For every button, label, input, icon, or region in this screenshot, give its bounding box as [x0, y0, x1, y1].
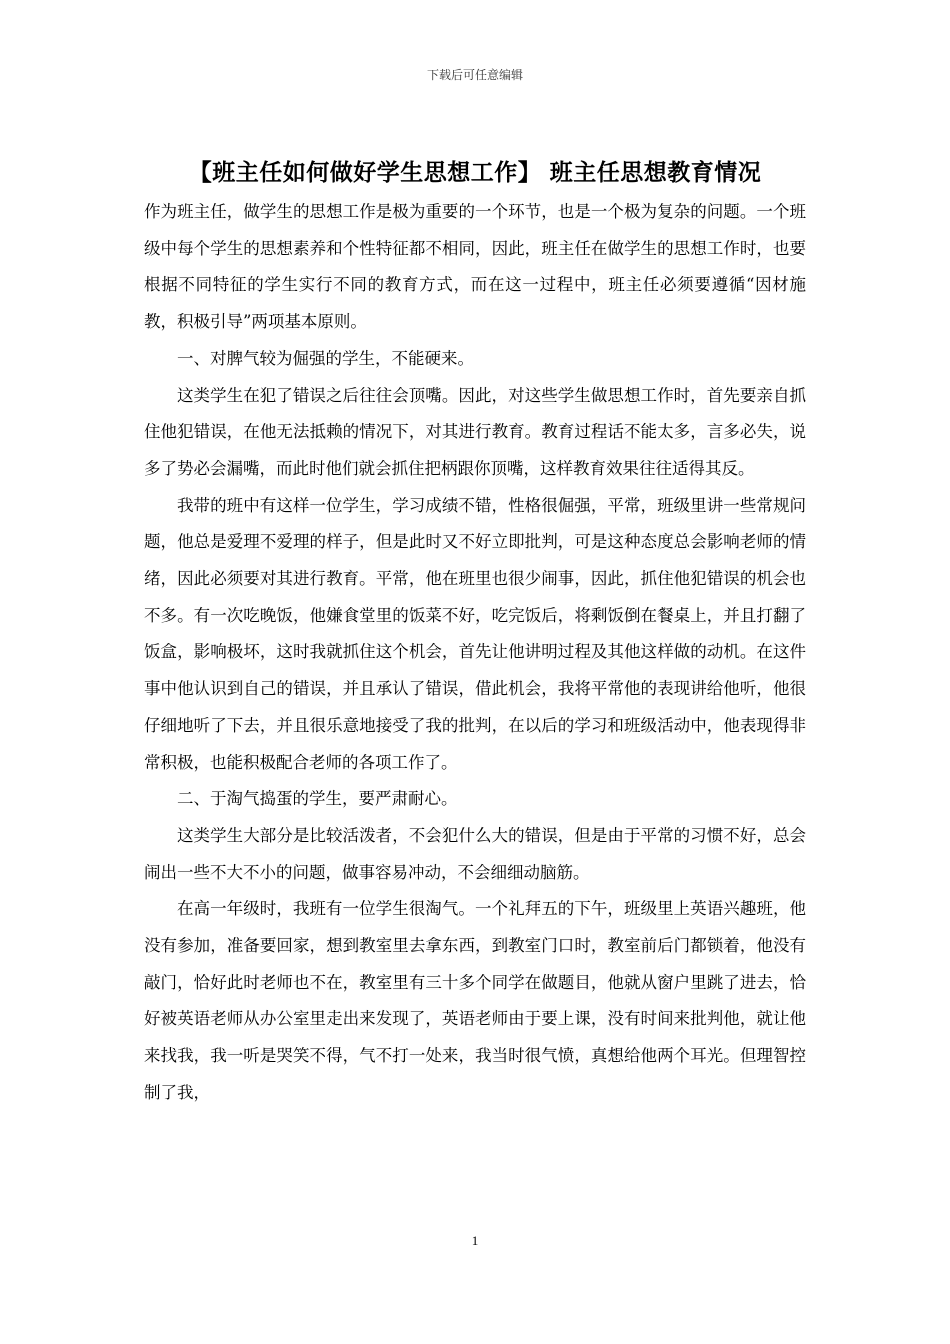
page-number: 1: [471, 1233, 479, 1248]
paragraph: 在高一年级时，我班有一位学生很淘气。一个礼拜五的下午，班级里上英语兴趣班，他没有参加，准备要回家，想到教室里去拿东西，到教室门口时，教室前后门都锁着，他没有敲门，恰好此时老师也不在，教室里有三十多个同学在做题目，他就从窗户里跳了进去，恰好被英语老师从办公室里走出来发现了，英语老师由于要上课，没有时间来批判他，就让他来找我，我一听是哭笑不得，气不打一处来，我当时很气愤，真想给他两个耳光。但理智控制了我，: [144, 899, 806, 1102]
paragraph: 这类学生在犯了错误之后往往会顶嘴。因此，对这些学生做思想工作时，首先要亲自抓住他犯错误，在他无法抵赖的情况下，对其进行教育。教育过程话不能太多，言多必失，说多了势必会漏嘴，而此时他们就会抓住把柄跟你顶嘴，这样教育效果往往适得其反。: [144, 385, 806, 478]
paragraph: 我带的班中有这样一位学生，学习成绩不错，性格很倔强，平常，班级里讲一些常规问题，他总是爱理不爱理的样子，但是此时又不好立即批判，可是这种态度总会影响老师的情绪，因此必须要对其进行教育。平常，他在班里也很少闹事，因此，抓住他犯错误的机会也不多。有一次吃晚饭，他嫌食堂里的饭菜不好，吃完饭后，将剩饭倒在餐桌上，并且打翻了饭盒，影响极坏，这时我就抓住这个机会，首先让他讲明过程及其他这样做的动机。在这件事中他认识到自己的错误，并且承认了错误，借此机会，我将平常他的表现讲给他听，他很仔细地听了下去，并且很乐意地接受了我的批判，在以后的学习和班级活动中，他表现得非常积极，也能积极配合老师的各项工作了。: [144, 495, 806, 772]
section-heading-2: 二、于淘气捣蛋的学生，要严肃耐心。: [177, 789, 458, 809]
paragraph-intro: 作为班主任，做学生的思想工作是极为重要的一个环节，也是一个极为复杂的问题。一个班级中每个学生的思想素养和个性特征都不相同，因此，班主任在做学生的思想工作时，也要根据不同特征的学生实行不同的教育方式，而在这一过程中，班主任必须要遵循“因材施教，积极引导”两项基本原则。: [144, 202, 806, 332]
header-note: 下载后可任意编辑: [426, 68, 523, 82]
document-body: [144, 194, 806, 1112]
section-heading-1: 一、对脾气较为倔强的学生，不能硬来。: [177, 348, 474, 368]
document-title: 【班主任如何做好学生思想工作】 班主任思想教育情况: [188, 160, 762, 186]
paragraph: 这类学生大部分是比较活泼者，不会犯什么大的错误，但是由于平常的习惯不好，总会闹出一些不大不小的问题，做事容易冲动，不会细细动脑筋。: [144, 825, 806, 882]
